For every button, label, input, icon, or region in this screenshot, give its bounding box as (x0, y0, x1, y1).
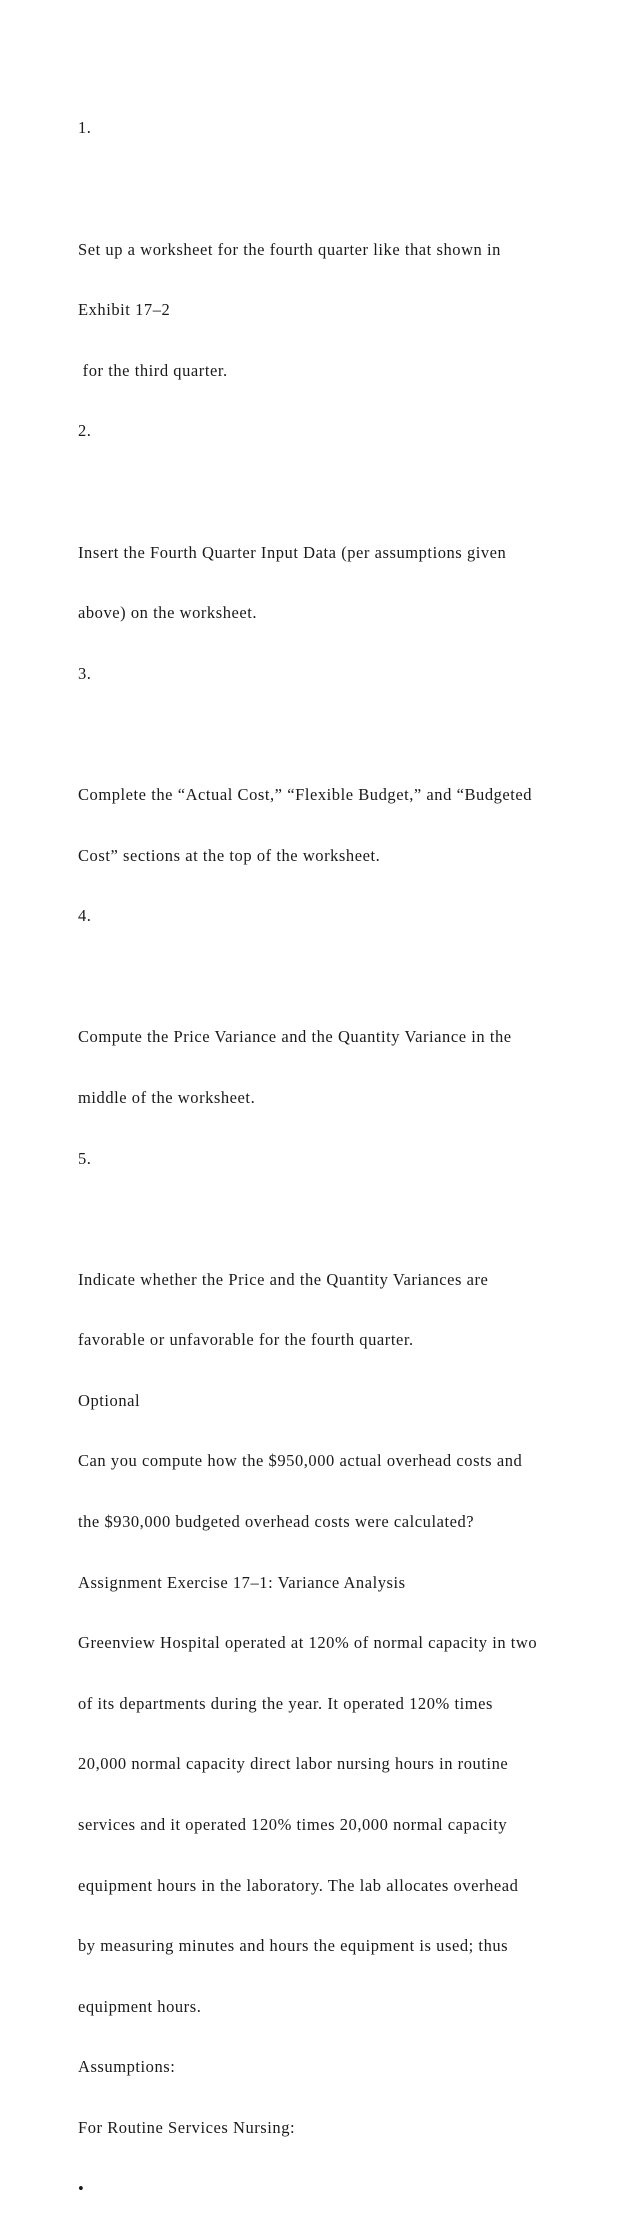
step-number-5: 5. (78, 1148, 92, 1168)
blank-line (78, 1209, 618, 1229)
step-text: Cost” sections at the top of the worksheet. (78, 845, 381, 865)
exercise-text: 20,000 normal capacity direct labor nursing hours in routine (78, 1754, 509, 1774)
exercise-text: Greenview Hospital operated at 120% of normal capacity in two (78, 1633, 538, 1653)
document-text (78, 78, 618, 2239)
step-number-2: 2. (78, 421, 92, 441)
exercise-text: by measuring minutes and hours the equipment is used; thus (78, 1936, 509, 1956)
step-text: Set up a worksheet for the fourth quarter like that shown in (78, 239, 501, 259)
step-text: Indicate whether the Price and the Quantity Variances are (78, 1269, 489, 1289)
blank-line (78, 482, 618, 502)
step-number-3: 3. (78, 663, 92, 683)
step-text: middle of the worksheet. (78, 1087, 256, 1107)
optional-heading: Optional (78, 1390, 141, 1410)
exercise-heading: Assignment Exercise 17–1: Variance Analysis (78, 1572, 406, 1592)
step-text: Insert the Fourth Quarter Input Data (per assumptions given (78, 542, 507, 562)
step-text: favorable or unfavorable for the fourth quarter. (78, 1330, 414, 1350)
exercise-text: services and it operated 120% times 20,000 normal capacity (78, 1815, 508, 1835)
assumptions-heading: Assumptions: (78, 2057, 176, 2077)
step-text: for the third quarter. (78, 360, 228, 380)
blank-line (78, 967, 618, 987)
exercise-text: of its departments during the year. It operated 120% times (78, 1693, 493, 1713)
bullet-point: • (78, 2178, 85, 2198)
step-text: above) on the worksheet. (78, 603, 258, 623)
step-number-1: 1. (78, 118, 92, 138)
assumptions-subheading: For Routine Services Nursing: (78, 2118, 296, 2137)
step-text: Complete the “Actual Cost,” “Flexible Budget,” and “Budgeted (78, 784, 533, 804)
blank-line (78, 179, 618, 199)
exercise-text: equipment hours in the laboratory. The lab allocates overhead (78, 1875, 519, 1895)
blank-line (78, 724, 618, 744)
optional-text: the $930,000 budgeted overhead costs were calculated? (78, 1512, 475, 1532)
step-text: Compute the Price Variance and the Quantity Variance in the (78, 1027, 512, 1047)
step-number-4: 4. (78, 906, 92, 926)
optional-text: Can you compute how the $950,000 actual overhead costs and (78, 1451, 523, 1471)
exercise-text: equipment hours. (78, 1996, 202, 2016)
step-text: Exhibit 17–2 (78, 300, 171, 320)
